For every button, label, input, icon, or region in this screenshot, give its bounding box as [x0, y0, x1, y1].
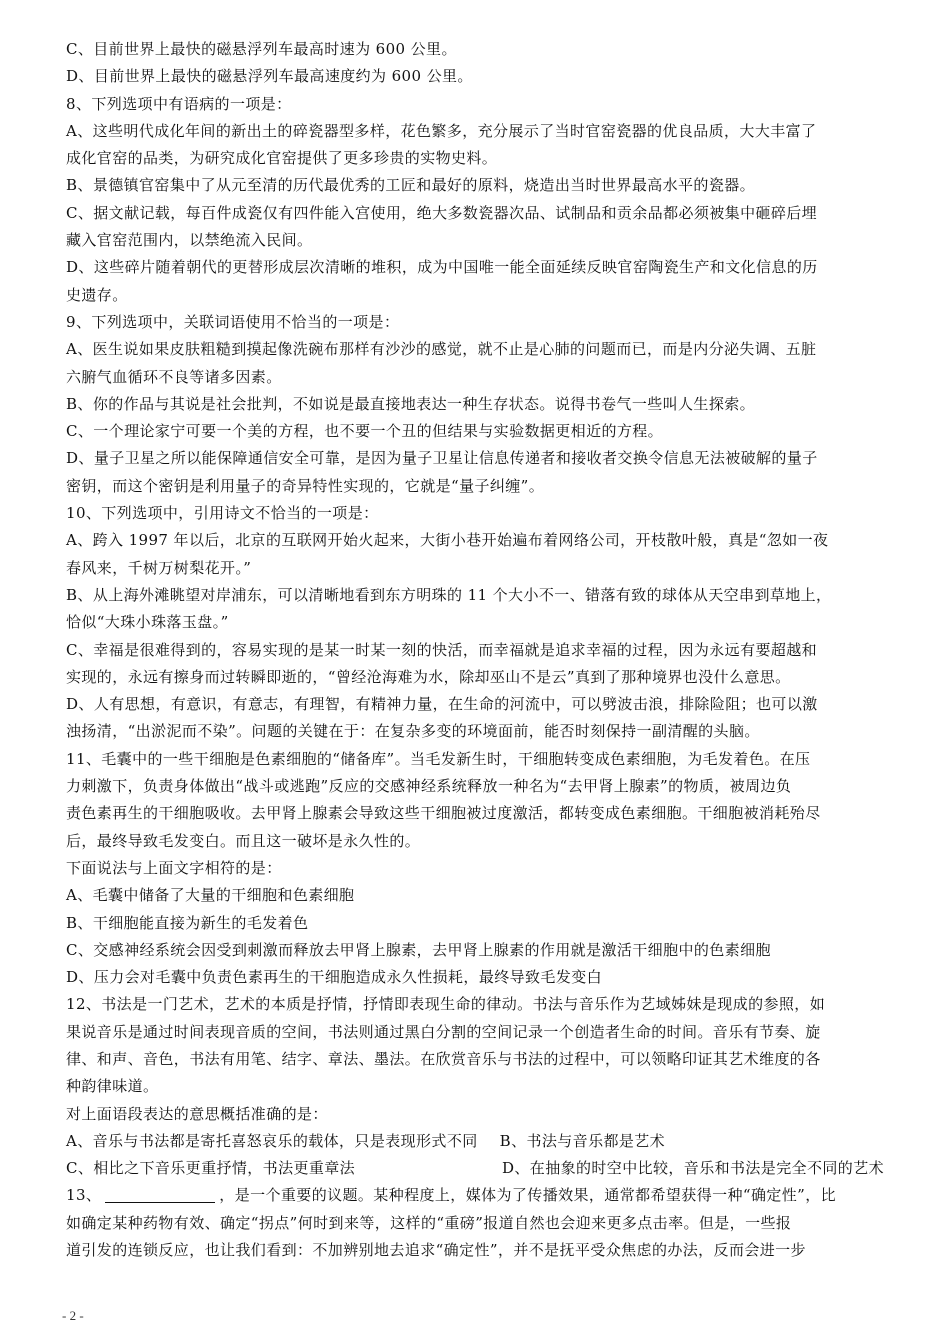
- text-line: 春风来，千树万树梨花开。”: [66, 558, 252, 577]
- text-line: C、幸福是很难得到的，容易实现的是某一时某一刻的快活，而幸福就是追求幸福的过程，因为永远有要超越和: [66, 640, 818, 659]
- text-line: C、目前世界上最快的磁悬浮列车最高时速为 600 公里。: [66, 40, 457, 58]
- document-page: [66, 36, 884, 1264]
- text-line: A、毛囊中储备了大量的干细胞和色素细胞: [66, 886, 355, 905]
- text-line: 责色素再生的干细胞吸收。去甲肾上腺素会导致这些干细胞被过度激活，都转变成色素细胞。干细胞被消耗殆尽: [66, 804, 821, 823]
- text-line: 六腑气血循环不良等诸多因素。: [66, 367, 282, 386]
- text-line: A、这些明代成化年间的新出土的碎瓷器型多样，花色繁多，充分展示了当时官窑瓷器的优良品质，大大丰富了: [66, 121, 817, 140]
- answer-blank: [105, 1186, 215, 1203]
- text-line: 恰似“大珠小珠落玉盘。”: [66, 613, 229, 632]
- text-line: C、一个理论家宁可要一个美的方程，也不要一个丑的但结果与实验数据更相近的方程。: [66, 422, 664, 441]
- q12-options-row-2: [66, 1155, 884, 1182]
- q12-option-a: A、音乐与书法都是寄托喜怒哀乐的载体，只是表现形式不同: [66, 1131, 478, 1150]
- text-line: 史遗存。: [66, 285, 128, 304]
- q12-option-b: B、书法与音乐都是艺术: [499, 1131, 666, 1150]
- question-8-stem: 8、下列选项中有语病的一项是：: [66, 94, 292, 113]
- text-line: 浊扬清，“出淤泥而不染”。问题的关键在于：在复杂多变的环境面前，能否时刻保持一副清醒的头脑。: [66, 722, 760, 741]
- text-line: B、景德镇官窑集中了从元至清的历代最优秀的工匠和最好的原料，烧造出当时世界最高水平的瓷器。: [66, 176, 756, 195]
- text-line: 成化官窑的品类，为研究成化官窑提供了更多珍贵的实物史料。: [66, 149, 498, 168]
- text-line: 果说音乐是通过时间表现音质的空间，书法则通过黑白分割的空间记录一个创造者生命的时间。音乐有节奏、旋: [66, 1022, 821, 1041]
- question-11-stem: 11、毛囊中的一些干细胞是色素细胞的“储备库”。当毛发新生时，干细胞转变成色素细胞，为毛发着色。在压: [66, 749, 811, 768]
- text-line: C、据文献记载，每百件成瓷仅有四件能入宫使用，绝大多数瓷器次品、试制品和贡余品都必须被集中砸碎后埋: [66, 203, 818, 222]
- question-9-stem: 9、下列选项中，关联词语使用不恰当的一项是：: [66, 312, 400, 331]
- text-line: D、这些碎片随着朝代的更替形成层次清晰的堆积，成为中国唯一能全面延续反映官窑陶瓷生产和文化信息的历: [66, 258, 818, 277]
- question-12-stem: 12、书法是一门艺术，艺术的本质是抒情，抒情即表现生命的律动。书法与音乐作为艺域姊妹是现成的参照，如: [66, 995, 826, 1014]
- text-line: 对上面语段表达的意思概括准确的是：: [66, 1104, 328, 1123]
- q13-number: 13、: [66, 1186, 102, 1205]
- text-line: 力刺激下，负责身体做出“战斗或逃跑”反应的交感神经系统释放一种名为“去甲肾上腺素”的物质，被周边负: [66, 777, 792, 796]
- text-line: 密钥，而这个密钥是利用量子的奇异特性实现的，它就是“量子纠缠”。: [66, 476, 545, 495]
- question-10-stem: 10、下列选项中，引用诗文不恰当的一项是：: [66, 504, 379, 523]
- text-line: A、医生说如果皮肤粗糙到摸起像洗碗布那样有沙沙的感觉，就不止是心肺的问题而已，而是内分泌失调、五脏: [66, 340, 817, 359]
- text-line: 如确定某种药物有效、确定“拐点”何时到来等，这样的“重磅”报道自然也会迎来更多点击率。但是，一些报: [66, 1213, 792, 1232]
- text-line: B、从上海外滩眺望对岸浦东，可以清晰地看到东方明珠的 11 个大小不一、错落有致的球体从天空串到草地上，: [66, 585, 832, 604]
- text-line: B、你的作品与其说是社会批判，不如说是最直接地表达一种生存状态。说得书卷气一些叫人生探索。: [66, 394, 756, 413]
- text-line: D、人有思想，有意识，有意志，有理智，有精神力量，在生命的河流中，可以劈波击浪，排除险阻；也可以激: [66, 695, 818, 714]
- text-line: 律、和声、音色，书法有用笔、结字、章法、墨法。在欣赏音乐与书法的过程中，可以领略印证其艺术维度的各: [66, 1049, 821, 1068]
- page-number: - 2 -: [62, 1308, 84, 1323]
- text-line: 藏入官窑范围内，以禁绝流入民间。: [66, 231, 313, 250]
- q12-option-d: D、在抽象的时空中比较，音乐和书法是完全不同的艺术: [501, 1159, 884, 1178]
- text-line: 种韵律味道。: [66, 1077, 159, 1096]
- text-line: D、量子卫星之所以能保障通信安全可靠，是因为量子卫星让信息传递者和接收者交换令信息无法被破解的量子: [66, 449, 818, 468]
- question-13-stem: [66, 1182, 884, 1209]
- text-line: 下面说法与上面文字相符的是：: [66, 858, 282, 877]
- text-line: 后，最终导致毛发变白。而且这一破坏是永久性的。: [66, 831, 421, 850]
- q12-option-c: C、相比之下音乐更重抒情，书法更重章法: [66, 1159, 356, 1178]
- q12-options-row-1: [66, 1128, 884, 1155]
- text-line: 道引发的连锁反应，也让我们看到：不加辨别地去追求“确定性”，并不是抚平受众焦虑的办法，反而会进一步: [66, 1241, 806, 1260]
- text-line: C、交感神经系统会因受到刺激而释放去甲肾上腺素，去甲肾上腺素的作用就是激活干细胞中的色素细胞: [66, 940, 771, 959]
- text-line: 实现的，永远有擦身而过转瞬即逝的，“曾经沧海难为水，除却巫山不是云”真到了那种境界也没什么意思。: [66, 667, 791, 686]
- text-line: A、跨入 1997 年以后，北京的互联网开始火起来，大街小巷开始遍布着网络公司，开枝散叶般，真是“忽如一夜: [66, 531, 829, 550]
- text-line: B、干细胞能直接为新生的毛发着色: [66, 913, 309, 932]
- q13-line1-text: ，是一个重要的议题。某种程度上，媒体为了传播效果，通常都希望获得一种“确定性”，比: [219, 1186, 837, 1205]
- text-line: D、压力会对毛囊中负责色素再生的干细胞造成永久性损耗，最终导致毛发变白: [66, 968, 603, 987]
- text-line: D、目前世界上最快的磁悬浮列车最高速度约为 600 公里。: [66, 67, 473, 86]
